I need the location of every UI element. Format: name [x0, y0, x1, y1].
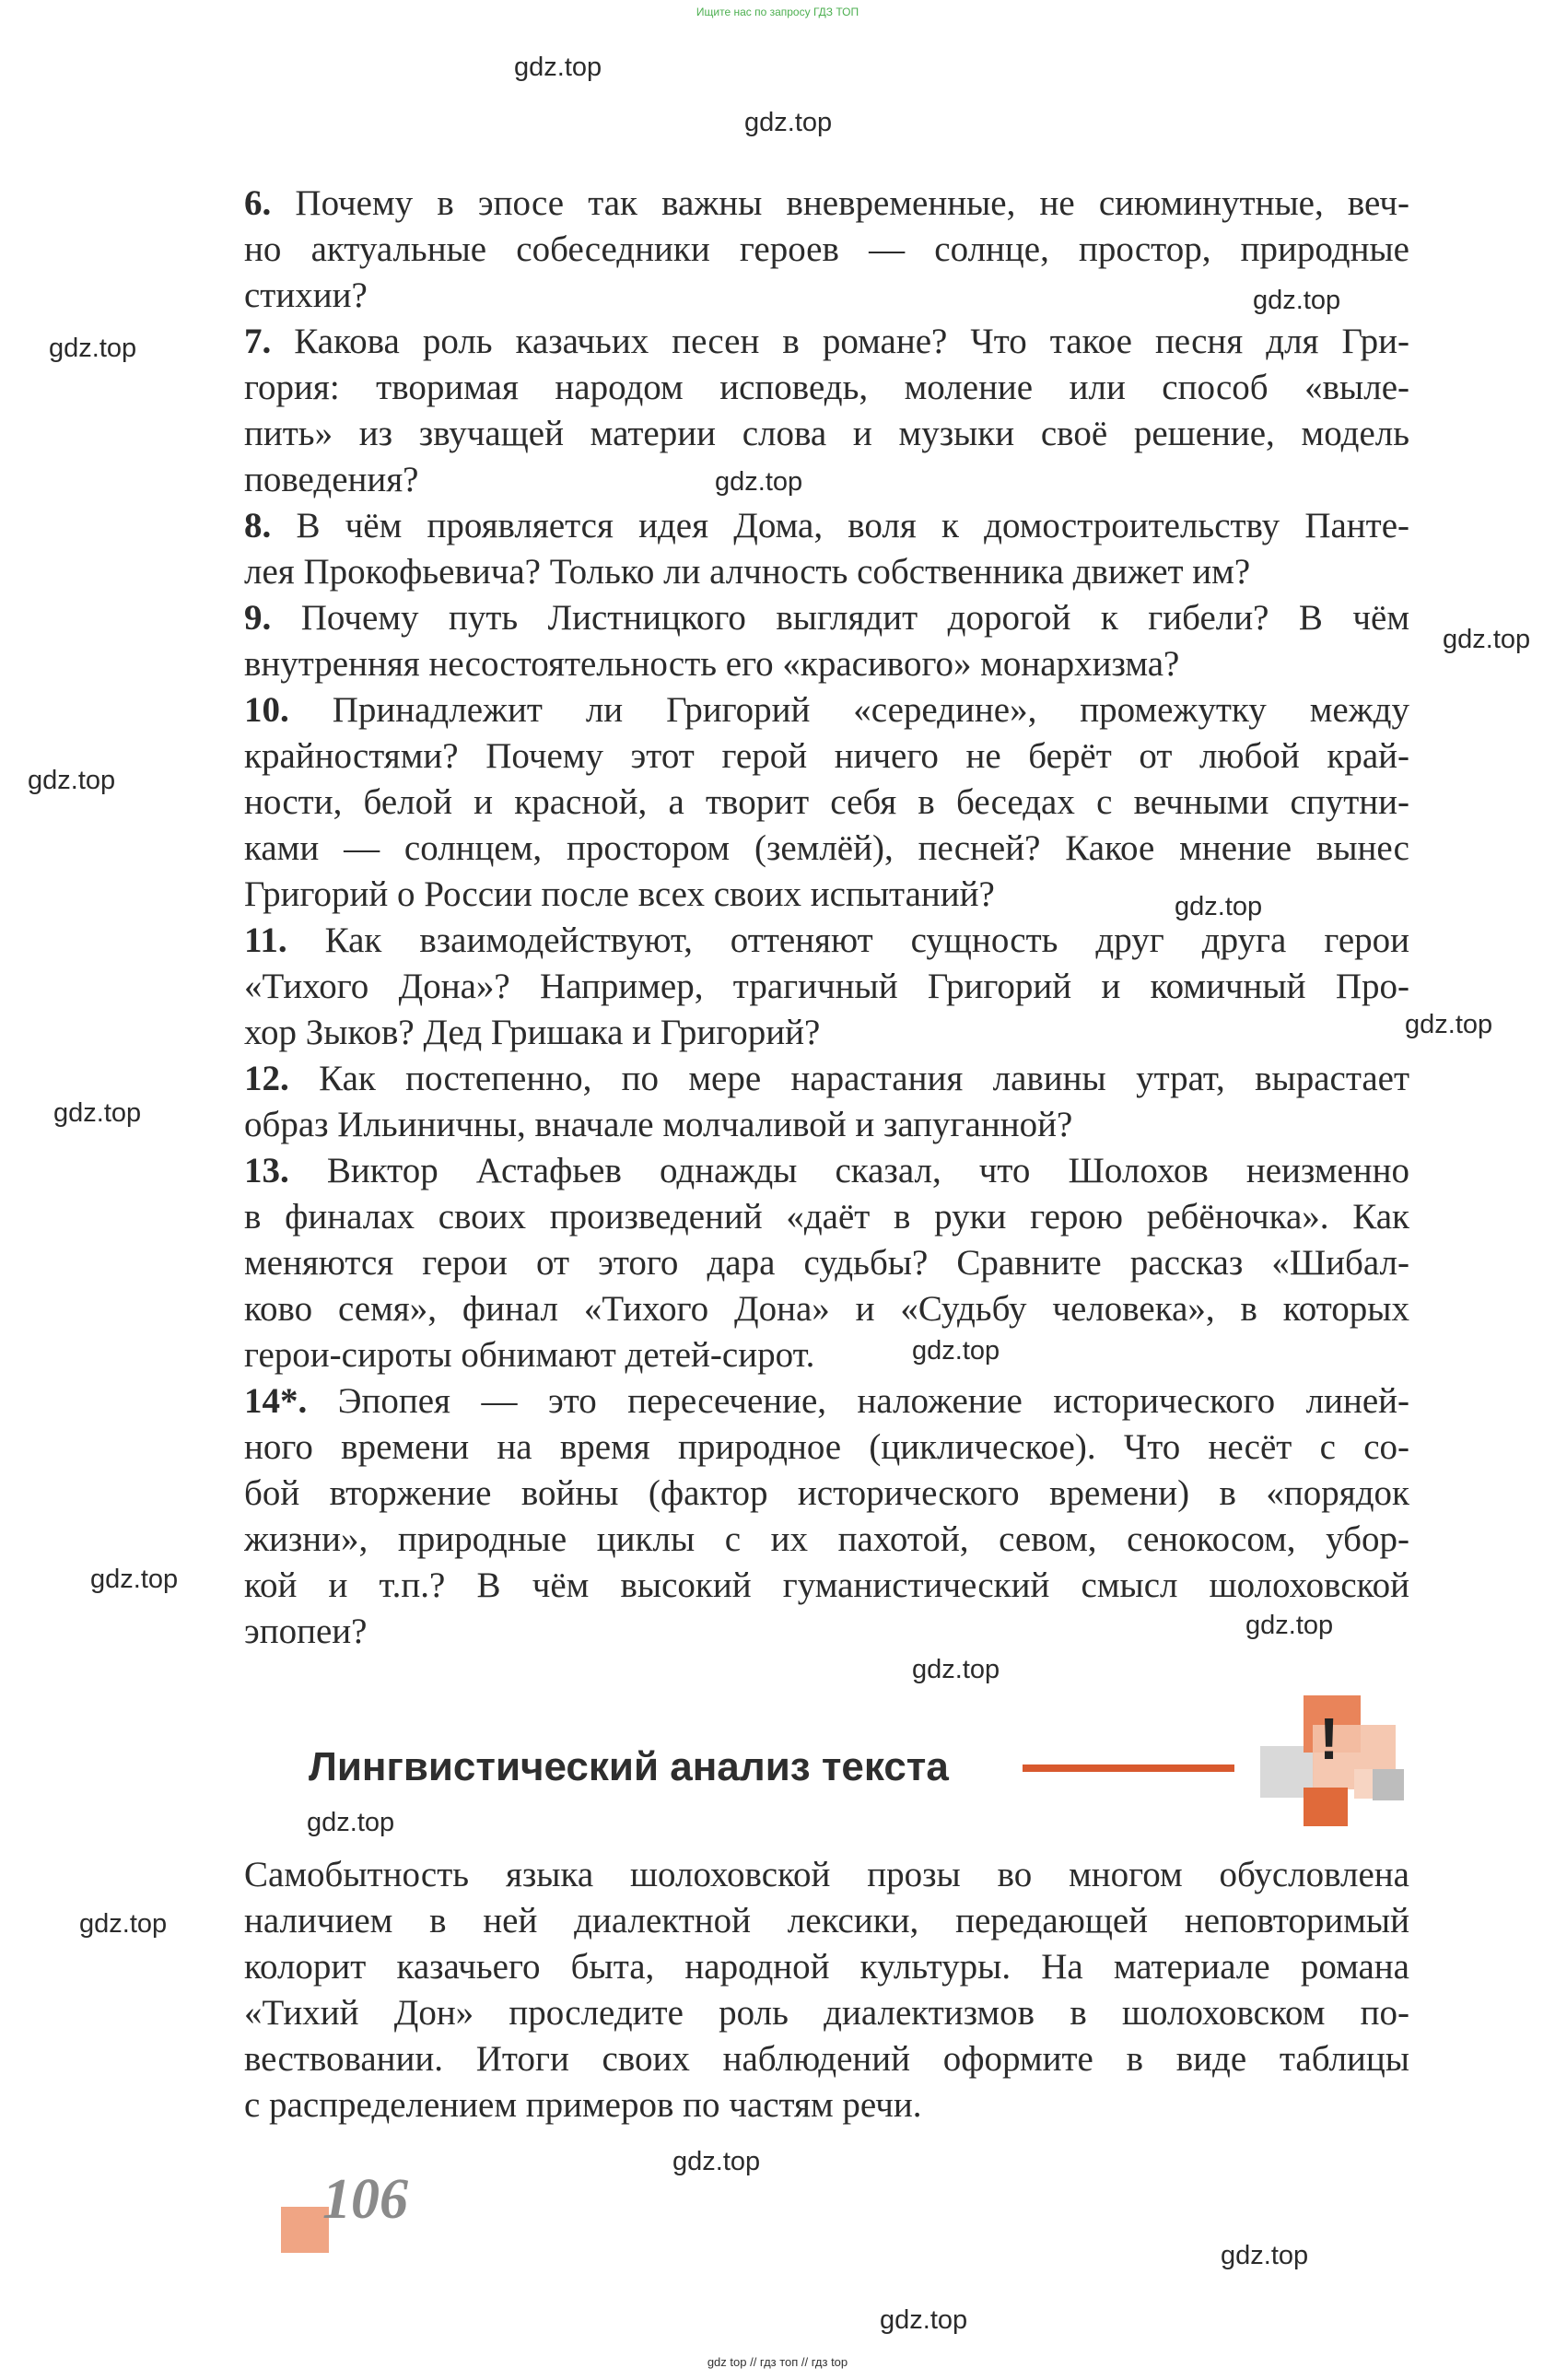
question-number: 7.	[244, 322, 272, 361]
question-line: в финалах своих произведений «даёт в руки герою ребёночка». Как	[244, 1197, 1409, 1237]
question-line: кой и т.п.? В чём высокий гуманистический смысл шолоховской	[244, 1565, 1409, 1605]
paragraph-line: наличием в ней диалектной лексики, передающей неповторимый	[244, 1901, 1409, 1940]
question-line: стихии?	[244, 276, 368, 315]
question-line: пить» из звучащей материи слова и музыки своё решение, модель	[244, 414, 1409, 453]
watermark: gdz.top	[1443, 625, 1531, 654]
question-line: крайностями? Почему этот герой ничего не берёт от любой край-	[244, 736, 1409, 776]
watermark: gdz.top	[1253, 286, 1341, 315]
question-line: ками — солнцем, простором (землёй), песней? Какое мнение вынес	[244, 828, 1409, 868]
title-rule	[1023, 1764, 1234, 1772]
paragraph-line: колорит казачьего быта, народной культуры. На материале романа	[244, 1947, 1409, 1987]
question-number: 13.	[244, 1151, 289, 1190]
exclamation-icon: !	[1319, 1706, 1339, 1772]
footer-note: gdz top // гдз топ // гдз top	[707, 2355, 848, 2369]
watermark: gdz.top	[53, 1098, 142, 1128]
watermark: gdz.top	[28, 766, 116, 795]
watermark: gdz.top	[79, 1909, 168, 1939]
watermark: gdz.top	[880, 2305, 968, 2335]
question-line: герои-сироты обнимают детей-сирот.	[244, 1335, 815, 1375]
question-line: 9. Почему путь Листницкого выглядит дорогой к гибели? В чём	[244, 598, 1409, 638]
question-line: Григорий о России после всех своих испытаний?	[244, 874, 995, 914]
question-line: 7. Какова роль казачьих песен в романе? Что такое песня для Гри-	[244, 322, 1409, 361]
watermark: gdz.top	[1221, 2241, 1309, 2270]
watermark: gdz.top	[307, 1808, 395, 1837]
question-number: 11.	[244, 920, 287, 960]
questions-list	[244, 181, 1409, 1655]
question-line: меняются герои от этого дара судьбы? Сравните рассказ «Шибал-	[244, 1243, 1409, 1283]
question-line: хор Зыков? Дед Гришака и Григорий?	[244, 1013, 821, 1052]
paragraph-line: Самобытность языка шолоховской прозы во многом обусловлена	[244, 1855, 1409, 1894]
watermark: gdz.top	[90, 1565, 179, 1594]
question-line: 14*. Эпопея — это пересечение, наложение исторического линей-	[244, 1381, 1409, 1421]
question-number: 8.	[244, 506, 272, 545]
question-line: внутренняя несостоятельность его «красивого» монархизма?	[244, 644, 1180, 684]
question-line: ного времени на время природное (циклическое). Что несёт с со-	[244, 1427, 1409, 1467]
watermark: gdz.top	[514, 53, 602, 82]
page-number: 106	[322, 2168, 408, 2231]
question-line: «Тихого Дона»? Например, трагичный Григорий и комичный Про-	[244, 967, 1409, 1006]
question-line: но актуальные собеседники героев — солнце, простор, природные	[244, 229, 1409, 269]
question-line: 8. В чём проявляется идея Дома, воля к домостроительству Панте-	[244, 506, 1409, 545]
section-title: Лингвистический анализ текста	[309, 1744, 949, 1789]
watermark: gdz.top	[1405, 1010, 1493, 1039]
question-line: бой вторжение войны (фактор исторического времени) в «порядок	[244, 1473, 1409, 1513]
question-line: эпопеи?	[244, 1612, 368, 1651]
question-line: гория: творимая народом исповедь, моление или способ «выле-	[244, 368, 1409, 407]
question-line: 12. Как постепенно, по мере нарастания лавины утрат, вырастает	[244, 1059, 1409, 1098]
header-note: Ищите нас по запросу ГДЗ ТОП	[696, 6, 859, 18]
question-line: образ Ильиничны, вначале молчаливой и запуганной?	[244, 1105, 1073, 1144]
paragraph-line: с распределением примеров по частям речи.	[244, 2085, 922, 2125]
question-number: 6.	[244, 183, 272, 223]
paragraph-line: вествовании. Итоги своих наблюдений оформите в виде таблицы	[244, 2039, 1409, 2079]
question-line: жизни», природные циклы с их пахотой, севом, сенокосом, убор-	[244, 1519, 1409, 1559]
question-number: 10.	[244, 690, 289, 730]
deco-square	[1373, 1769, 1404, 1800]
paragraph-line: «Тихий Дон» проследите роль диалектизмов в шолоховском по-	[244, 1993, 1409, 2033]
question-line: ности, белой и красной, а творит себя в беседах с вечными спутни-	[244, 782, 1409, 822]
watermark: gdz.top	[912, 1336, 1000, 1366]
question-line: 10. Принадлежит ли Григорий «середине», промежутку между	[244, 690, 1409, 730]
question-line: лея Прокофьевича? Только ли алчность собственника движет им?	[244, 552, 1251, 592]
watermark: gdz.top	[715, 467, 803, 497]
question-line: поведения?	[244, 460, 419, 499]
question-line: 13. Виктор Астафьев однажды сказал, что Шолохов неизменно	[244, 1151, 1409, 1190]
watermark: gdz.top	[672, 2147, 761, 2176]
deco-square	[1304, 1788, 1348, 1826]
question-line: 6. Почему в эпосе так важны вневременные, не сиюминутные, веч-	[244, 183, 1409, 223]
question-number: 12.	[244, 1059, 289, 1098]
watermark: gdz.top	[49, 334, 137, 363]
question-line: 11. Как взаимодействуют, оттеняют сущность друг друга герои	[244, 920, 1409, 960]
question-number: 9.	[244, 598, 272, 638]
watermark: gdz.top	[1245, 1611, 1334, 1640]
watermark: gdz.top	[912, 1655, 1000, 1684]
watermark: gdz.top	[1175, 892, 1263, 921]
question-number: 14*.	[244, 1381, 308, 1421]
task-paragraph	[244, 1852, 1409, 2128]
watermark: gdz.top	[744, 108, 833, 137]
question-line: ково семя», финал «Тихого Дона» и «Судьбу человека», в которых	[244, 1289, 1409, 1329]
